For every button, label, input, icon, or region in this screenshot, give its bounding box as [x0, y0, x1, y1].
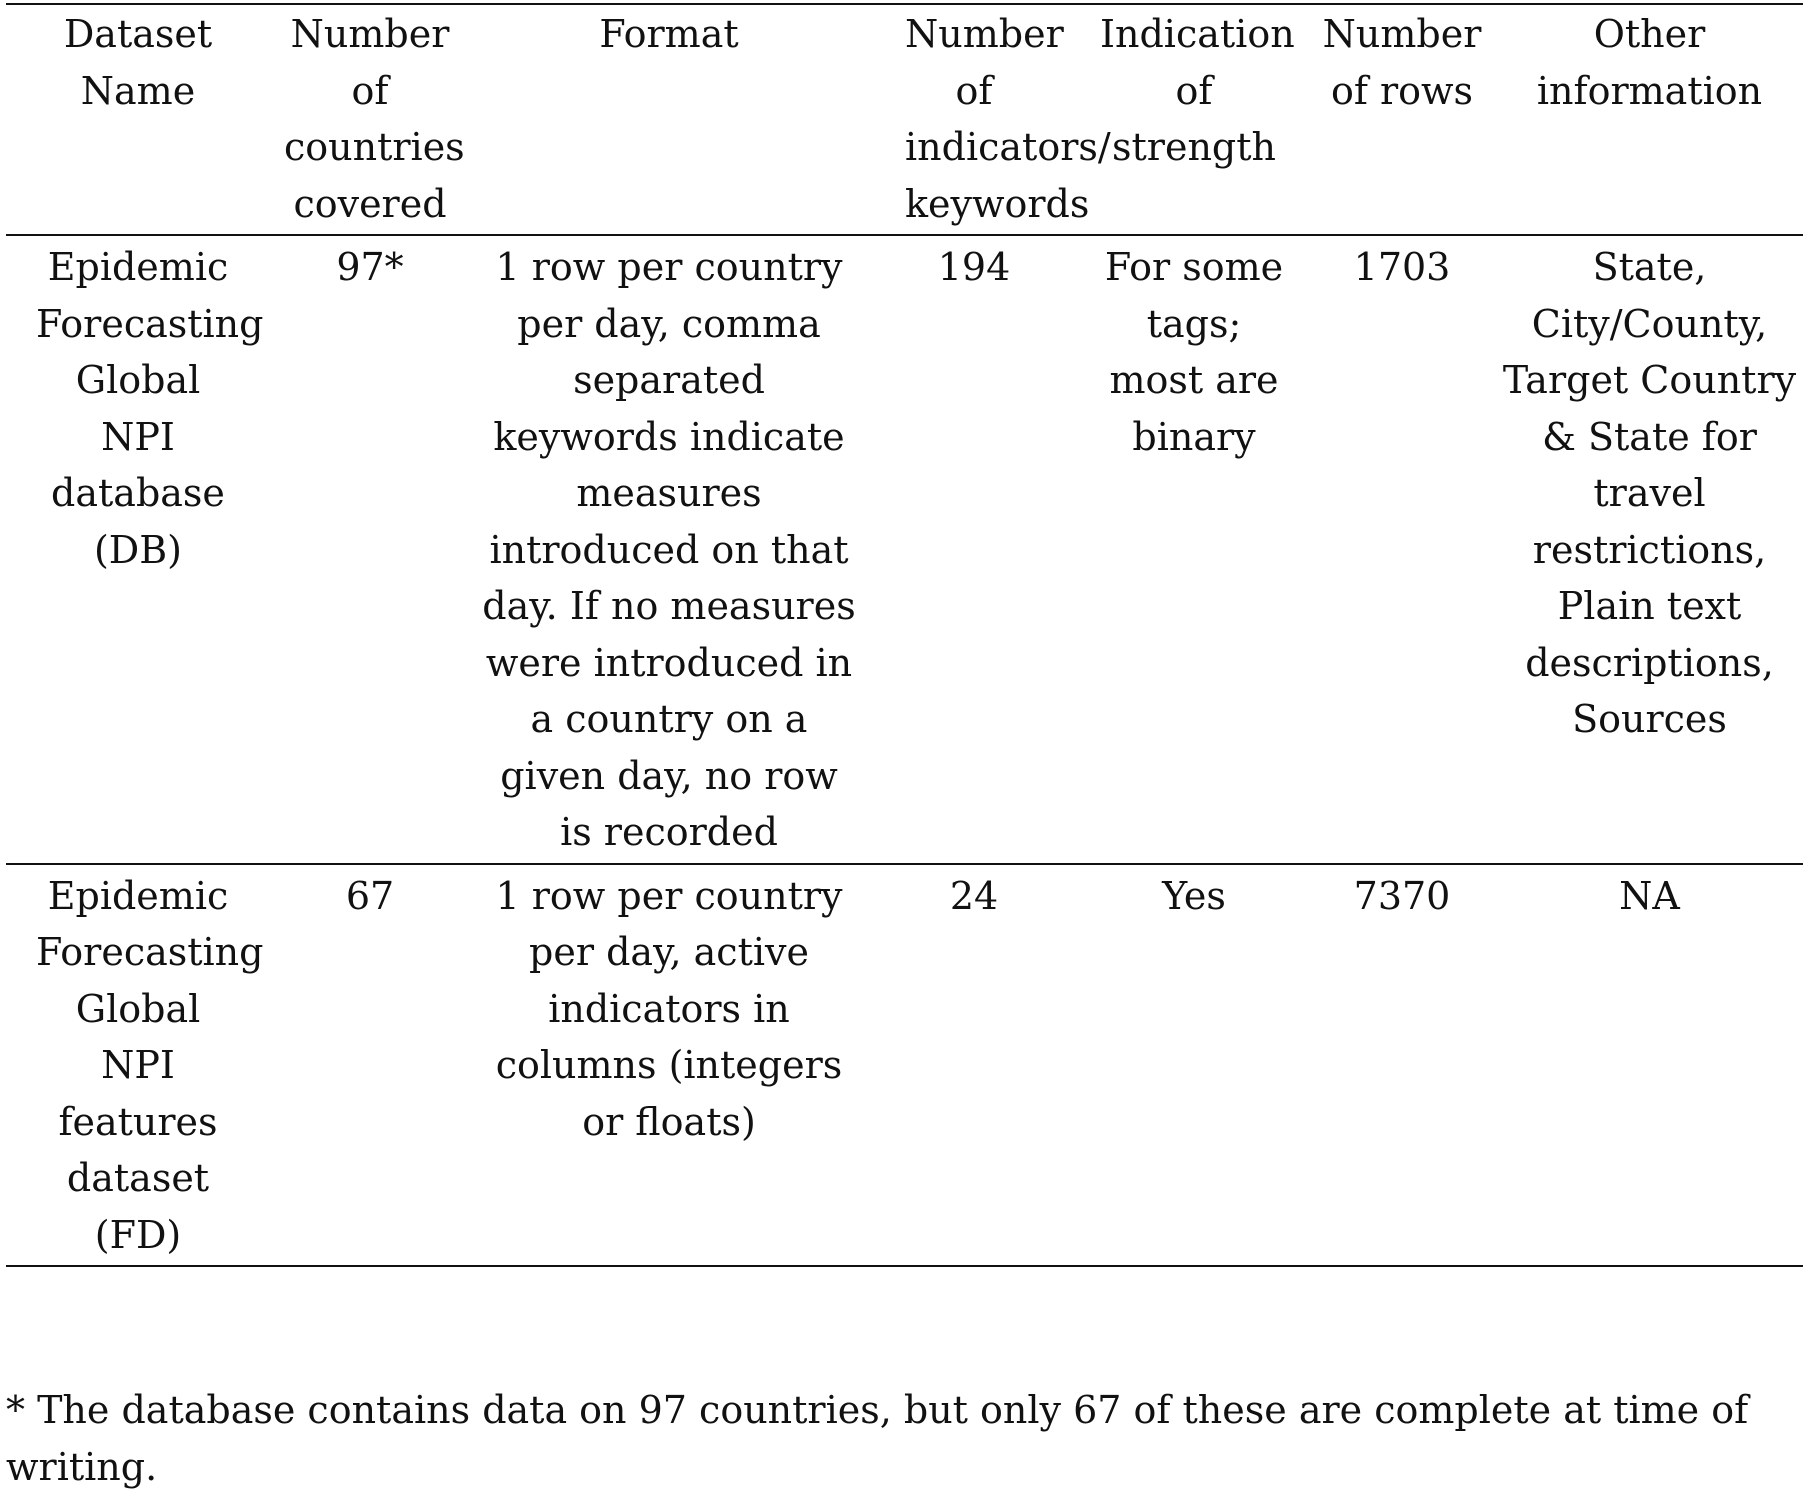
table-row: [6, 864, 1803, 1267]
header-other-information: Other information: [1496, 4, 1803, 235]
table-footnote: * The database contains data on 97 countries, but only 67 of these are complete at time of writing.: [6, 1388, 1749, 1489]
header-rows: Number of rows: [1308, 4, 1496, 235]
header-strength: Indication of strength: [1080, 4, 1308, 235]
header-indicators: Number of indicators/ keywords: [868, 4, 1080, 235]
header-dataset-name: Dataset Name: [6, 4, 270, 235]
cell-format: 1 row per country per day, active indicators in columns (integers or floats): [470, 864, 868, 1267]
cell-rows: 7370: [1308, 864, 1496, 1267]
header-countries-covered: Number of countries covered: [270, 4, 470, 235]
datasets-table: [6, 4, 1803, 1267]
cell-dataset-name: Epidemic Forecasting Global NPI features dataset (FD): [6, 864, 270, 1267]
cell-countries-covered: 97*: [336, 245, 404, 289]
cell-other-information: NA: [1496, 864, 1803, 1267]
cell-format: 1 row per country per day, comma separated keywords indicate measures introduced on that day. If no measures were introduced in a country on a given day, no row is recorded: [482, 245, 856, 854]
cell-countries-covered: 67: [270, 864, 470, 1267]
cell-dataset-name: Epidemic Forecasting Global NPI database (DB): [36, 245, 264, 572]
cell-strength: For some tags; most are binary: [1104, 245, 1284, 459]
cell-rows: 1703: [1353, 245, 1451, 289]
cell-indicators: 24: [868, 864, 1080, 1267]
cell-other-information: State, City/County, Target Country & State for travel restrictions, Plain text descriptions, Sources: [1502, 245, 1797, 741]
table-header-row: [6, 4, 1803, 235]
table-row: [6, 235, 1803, 864]
header-format: Format: [470, 4, 868, 235]
cell-strength: Yes: [1080, 864, 1308, 1267]
cell-indicators: 194: [937, 245, 1011, 289]
